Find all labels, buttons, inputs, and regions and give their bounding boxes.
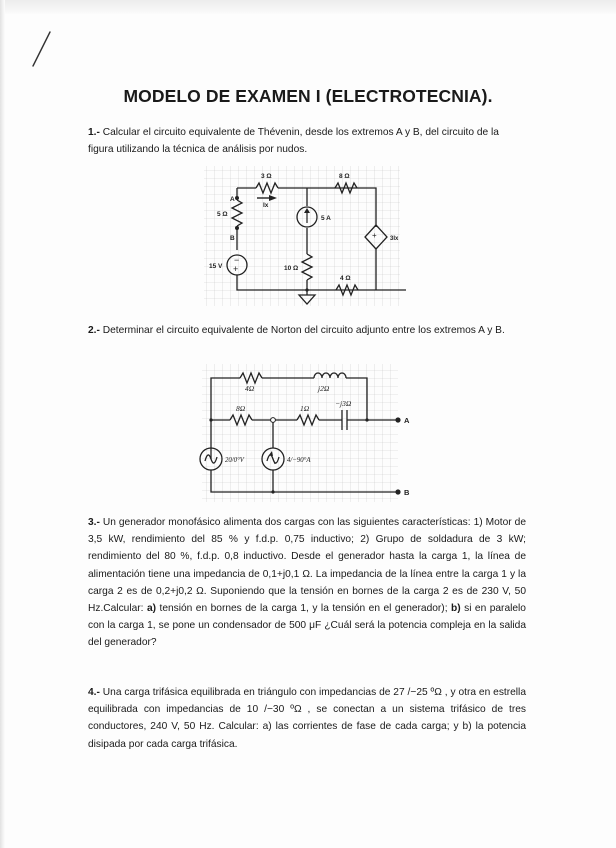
svg-text:+: + xyxy=(372,231,377,240)
question-4 xyxy=(88,684,526,753)
question-3-text-part2: tensión en bornes de la carga 1, y la tensión en el generador); xyxy=(156,603,451,615)
terminal-B xyxy=(395,489,400,494)
svg-text:−j3Ω: −j3Ω xyxy=(335,399,352,408)
svg-text:B: B xyxy=(230,235,235,242)
svg-text:20/0°V: 20/0°V xyxy=(225,457,244,464)
question-4-number: 4.- xyxy=(88,687,100,698)
question-1 xyxy=(88,124,526,158)
terminal-A xyxy=(395,417,400,422)
question-2-number: 2.- xyxy=(88,325,100,336)
svg-text:B: B xyxy=(404,488,410,497)
svg-text:4Ω: 4Ω xyxy=(245,384,255,393)
svg-text:+: + xyxy=(233,264,239,274)
question-2-text: Determinar el circuito equivalente de Norton del circuito adjunto entre los extremos A y B. xyxy=(102,325,505,336)
svg-text:8 Ω: 8 Ω xyxy=(339,173,350,180)
question-3-label-b: b) xyxy=(451,603,461,615)
question-3-text-part1: Un generador monofásico alimenta dos cargas con las siguientes características: 1) Motor de 3,5 kW, rendimiento del 85 % y f.d.p. 0,75 inductivo; 2) Grupo de soldadura de 3 kW; rendimiento del 80 %, f.d.p. 0,8 inductivo. Desde el generador hasta la carga 1, la línea de alimentación tiene una impedancia de 0,1+j0,1 Ω. La impedancia de la línea entre la carga 1 y la carga 2 es de 0,2+j0,2 Ω. Suponiendo que la tensión en bornes de la carga 2 es de 230 V, 50 Hz.Calcular: xyxy=(88,517,526,615)
scan-edge-left xyxy=(0,0,5,848)
svg-text:j2Ω: j2Ω xyxy=(318,384,330,393)
svg-text:A: A xyxy=(404,416,410,425)
question-3-text-part3: si en paralelo con la carga 1, se pone un condensador de 500 μF ¿Cuál será la potencia compleja en la salida del generador? xyxy=(88,603,526,649)
svg-text:1Ω: 1Ω xyxy=(300,404,310,413)
question-3 xyxy=(88,514,526,652)
question-3-label-a: a) xyxy=(146,603,157,615)
svg-text:5 A: 5 A xyxy=(321,215,331,222)
question-3-number: 3.- xyxy=(88,517,100,528)
question-1-number: 1.- xyxy=(88,127,100,138)
svg-text:3Ix: 3Ix xyxy=(390,236,399,242)
svg-text:5 Ω: 5 Ω xyxy=(217,211,228,218)
svg-text:−: − xyxy=(234,255,240,265)
question-4-text: Una carga trifásica equilibrada en triángulo con impedancias de 27 /−25 ºΩ , y otra en estrella equilibrada con impedancias de 10 /−30 ºΩ , se conectan a un sistema trifásico de tres conductores, 240 V, 50 Hz. Calcular: a) las corrientes de fase de cada carga; y b) la potencia disipada por cada carga trifásica. xyxy=(88,687,526,750)
question-1-text: Calcular el circuito equivalente de Thévenin, desde los extremos A y B, del circuito de la figura utilizando la técnica de análisis por nudos. xyxy=(88,127,499,156)
svg-text:8Ω: 8Ω xyxy=(236,404,246,413)
pen-stroke-mark xyxy=(30,30,52,70)
exam-title: MODELO DE EXAMEN I (ELECTROTECNIA). xyxy=(123,86,493,106)
question-2 xyxy=(88,322,526,339)
svg-text:A: A xyxy=(230,196,235,203)
circuit-2-norton-diagram xyxy=(190,362,420,504)
circuit-1-thevenin-diagram xyxy=(190,162,420,310)
grid-background xyxy=(202,364,398,502)
scan-edge-top xyxy=(0,0,616,14)
svg-text:4/−90°A: 4/−90°A xyxy=(287,457,311,464)
svg-text:10 Ω: 10 Ω xyxy=(284,265,299,272)
svg-text:3 Ω: 3 Ω xyxy=(261,173,272,180)
svg-text:Ix: Ix xyxy=(263,202,269,209)
svg-text:15 V: 15 V xyxy=(209,263,223,270)
svg-text:4 Ω: 4 Ω xyxy=(340,275,351,282)
